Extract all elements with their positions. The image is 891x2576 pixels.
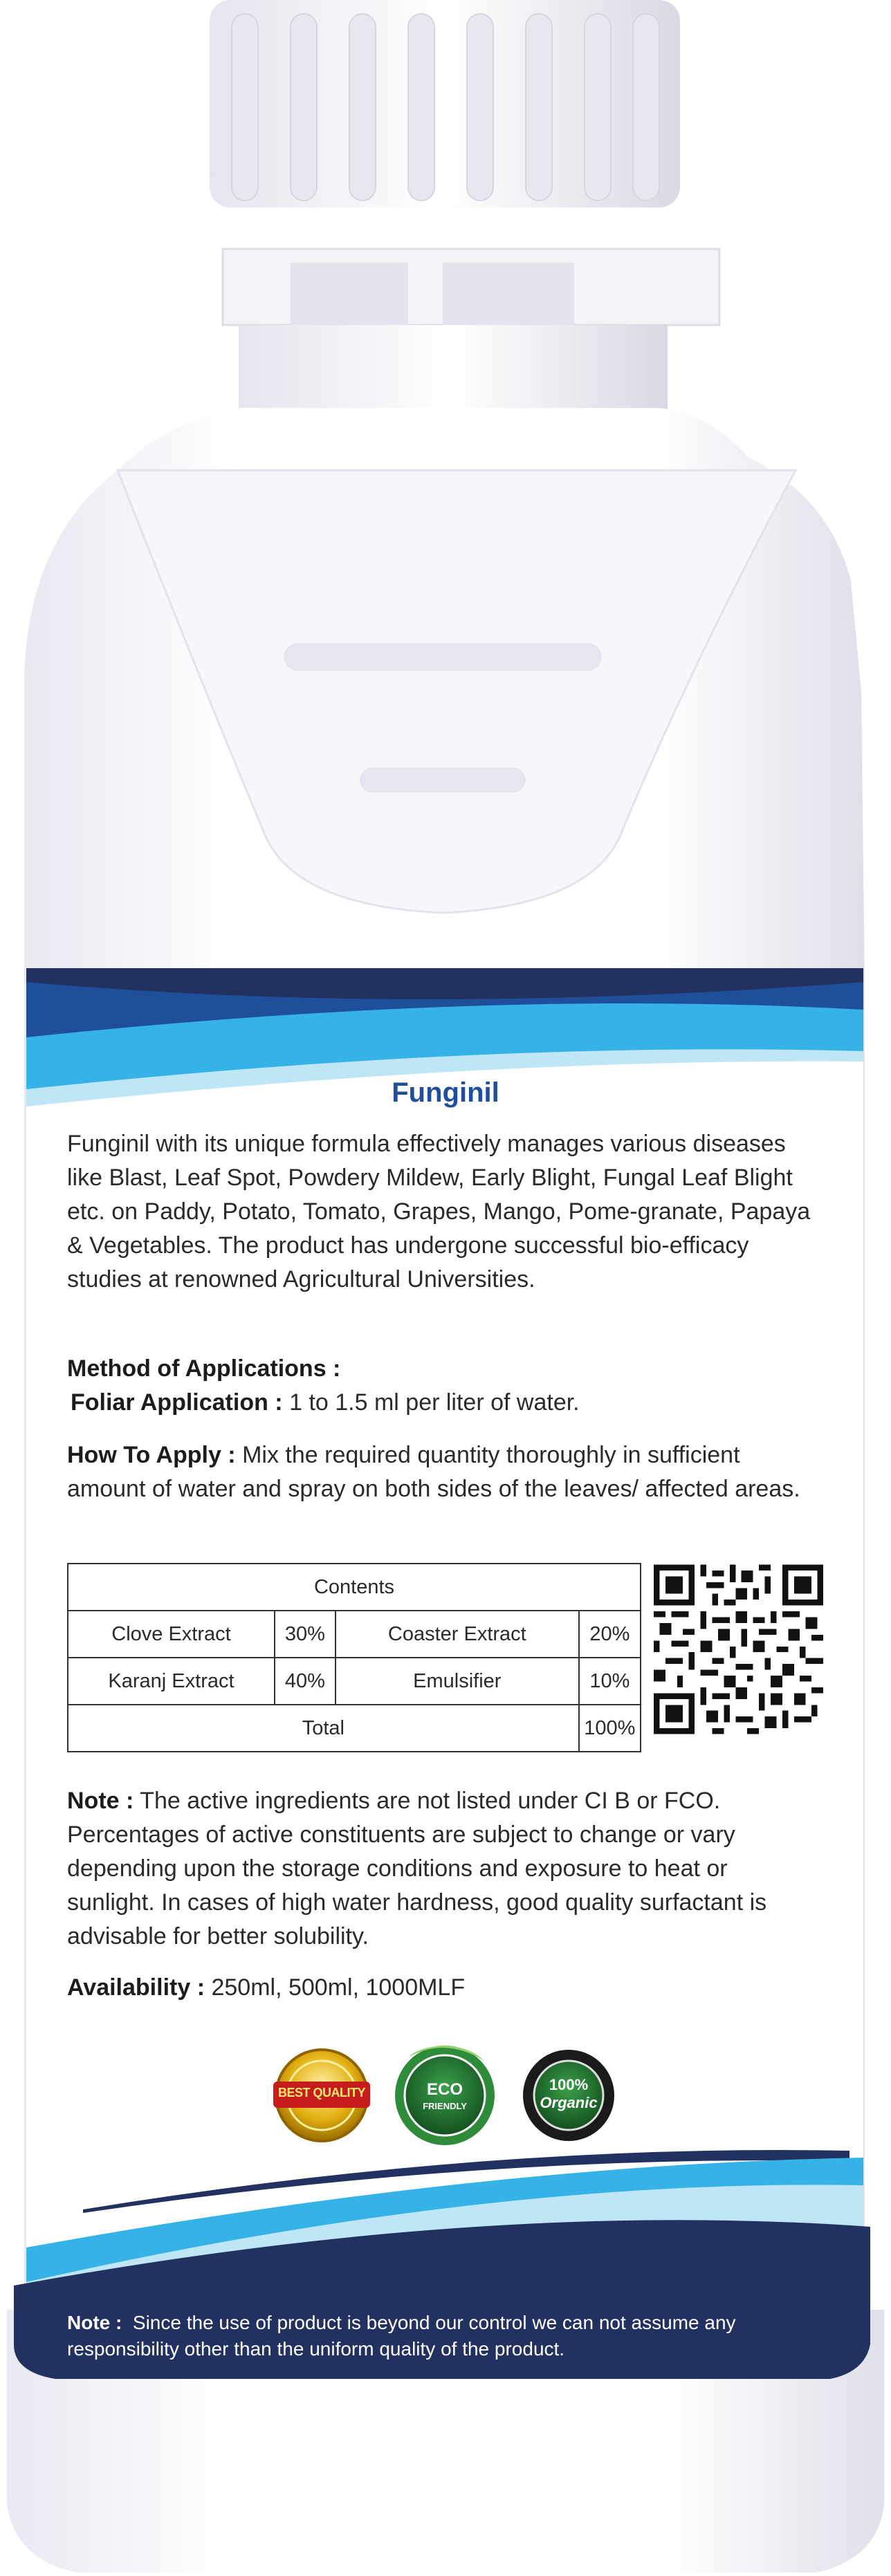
method-heading: Method of Applications :: [67, 1355, 341, 1382]
contents-header: Contents: [68, 1564, 641, 1611]
shoulder-grip-2: [360, 768, 526, 793]
table-row: [68, 1611, 641, 1658]
total-value: 100%: [579, 1705, 641, 1752]
ingredient-name: Clove Extract: [68, 1611, 275, 1658]
organic-word-text: Organic: [540, 2094, 598, 2111]
availability-text: 250ml, 500ml, 1000MLF: [211, 1974, 466, 2001]
product-title: Funginil: [392, 1077, 499, 1108]
foliar-label: Foliar Application :: [71, 1389, 283, 1416]
foliar-value: 1 to 1.5 ml per liter of water.: [289, 1389, 580, 1416]
table-row: [68, 1658, 641, 1705]
total-row: [68, 1705, 641, 1752]
bottle-neck: [239, 325, 668, 422]
contents-table: [67, 1563, 641, 1752]
eco-text: ECO: [426, 2080, 463, 2099]
note-label: Note :: [67, 1788, 134, 1814]
product-description: Funginil with its unique formula effectively manages various diseases like Blast, Leaf Spot, Powdery Mildew, Early Blight, Fungal Leaf Blight etc. on Paddy, Potato, Tomato, Grapes, Mango, Pome-granate, Papaya & Vegetables. The product has undergone successful bio-efficacy studies at renowned Agricultural Universities.: [67, 1131, 811, 1292]
friendly-text: FRIENDLY: [423, 2101, 467, 2111]
organic-percent-text: 100%: [549, 2076, 589, 2093]
note-paragraph: [67, 1784, 814, 1954]
best-quality-text: BEST QUALITY: [277, 2086, 365, 2100]
total-label: Total: [68, 1705, 579, 1752]
how-to-label: How To Apply :: [67, 1442, 236, 1468]
contents-header-row: [68, 1564, 641, 1611]
ingredient-percent: 40%: [275, 1658, 336, 1705]
ingredient-percent: 30%: [275, 1611, 336, 1658]
ingredient-percent: 20%: [579, 1611, 641, 1658]
ingredient-name: Karanj Extract: [68, 1658, 275, 1705]
footer-note-text: Since the use of product is beyond our control we can not assume any responsibility other than the uniform quality of the product.: [67, 2312, 736, 2360]
ingredient-percent: 10%: [579, 1658, 641, 1705]
shoulder-grip-1: [284, 643, 602, 671]
footer-note-label: Note :: [67, 2312, 122, 2333]
how-to-apply: [67, 1438, 814, 1506]
foliar-application: [71, 1386, 818, 1420]
availability-label: Availability :: [67, 1974, 205, 2001]
note-text: The active ingredients are not listed under CI B or FCO. Percentages of active constituents are subject to change or vary depending upon the storage conditions and exposure to heat or sunlight. In cases of high water hardness, good quality surfactant is advisable for better solubility.: [67, 1788, 767, 1949]
ingredient-name: Coaster Extract: [336, 1611, 579, 1658]
ingredient-name: Emulsifier: [336, 1658, 579, 1705]
qr-code[interactable]: [654, 1549, 823, 1750]
footer-disclaimer: [67, 2310, 828, 2362]
availability: [67, 1971, 814, 2005]
how-to-text: Mix the required quantity thoroughly in sufficient amount of water and spray on both sides of the leaves/ affected areas.: [67, 1442, 800, 1502]
